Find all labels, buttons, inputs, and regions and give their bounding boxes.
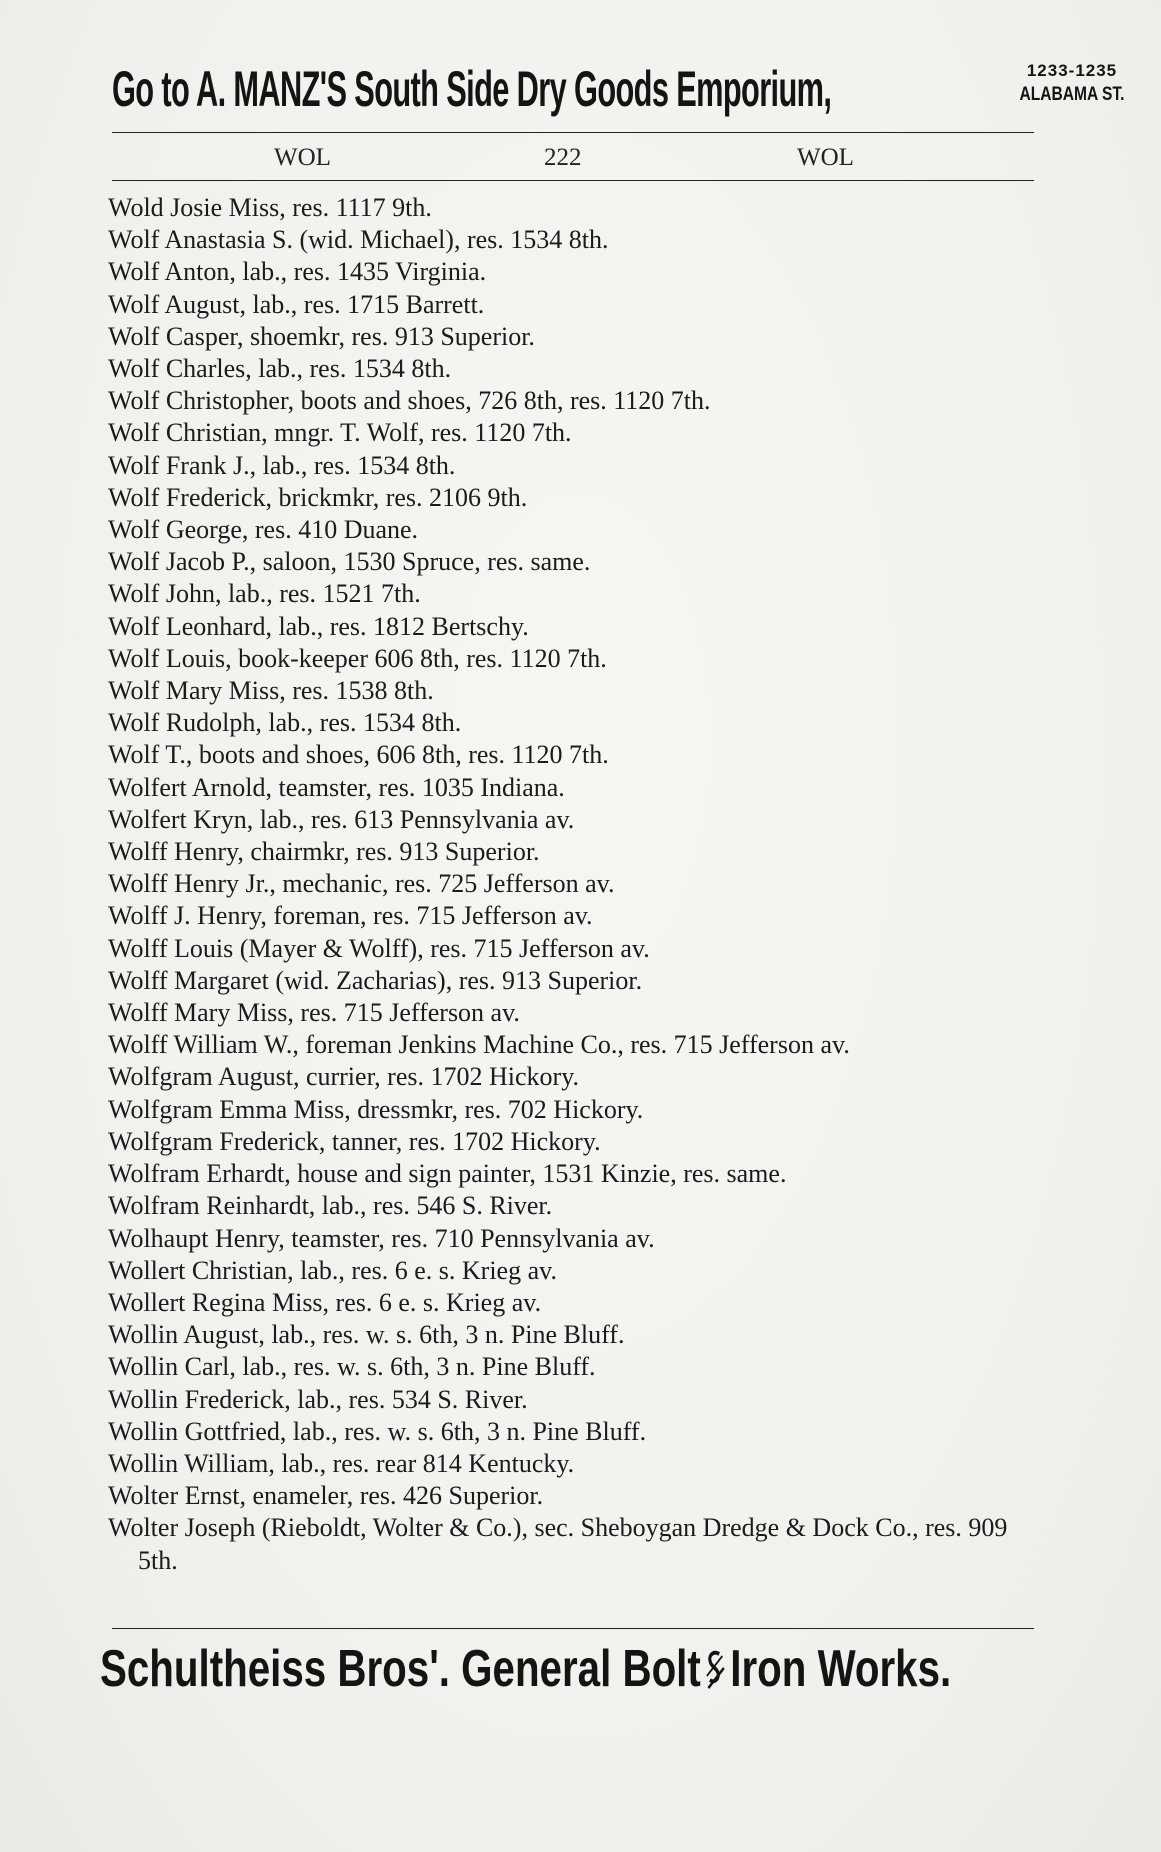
directory-entry: Wolf Louis, book-keeper 606 8th, res. 1120 7th. (108, 643, 607, 673)
directory-entry: Wolff J. Henry, foreman, res. 715 Jefferson av. (108, 901, 593, 931)
directory-entry: Wolfram Reinhardt, lab., res. 546 S. River. (108, 1191, 553, 1221)
running-head-right: WOL (797, 144, 854, 171)
bottom-advertisement (100, 1636, 1040, 1702)
directory-entry: Wolfert Kryn, lab., res. 613 Pennsylvania av. (108, 804, 575, 834)
directory-entry: Wolf Christian, mngr. T. Wolf, res. 1120 7th. (108, 418, 572, 448)
directory-entry: Wolter Joseph (Rieboldt, Wolter & Co.), sec. Sheboygan Dredge & Dock Co., res. 909 5th. (108, 1513, 1008, 1575)
header-rule-bottom (112, 180, 1034, 181)
top-advertisement (112, 58, 1125, 120)
directory-entry: Wolf Frederick, brickmkr, res. 2106 9th. (108, 482, 528, 512)
page-number: 222 (544, 144, 582, 171)
directory-entry: Wolf Jacob P., saloon, 1530 Spruce, res. same. (108, 547, 591, 577)
directory-entry: Wollin Gottfried, lab., res. w. s. 6th, 3 n. Pine Bluff. (108, 1416, 647, 1446)
directory-entry: Wolf T., boots and shoes, 606 8th, res. 1120 7th. (108, 740, 609, 770)
directory-entry: Wolf Charles, lab., res. 1534 8th. (108, 354, 452, 384)
address-street: ALABAMA ST. (1019, 84, 1125, 105)
directory-entry: Wollin Carl, lab., res. w. s. 6th, 3 n. Pine Bluff. (108, 1352, 596, 1382)
bottom-advertisement-text-before: Schultheiss Bros'. General Bolt (100, 1640, 701, 1698)
directory-entry: Wollin William, lab., res. rear 814 Kentucky. (108, 1448, 575, 1478)
directory-entry: Wolf Anton, lab., res. 1435 Virginia. (108, 257, 487, 287)
bottom-advertisement-text-after: Iron Works. (730, 1640, 952, 1698)
directory-entry: Wolf Leonhard, lab., res. 1812 Bertschy. (108, 611, 529, 641)
directory-entry: Wolfgram Frederick, tanner, res. 1702 Hickory. (108, 1126, 601, 1156)
directory-entry: Wolff Louis (Mayer & Wolff), res. 715 Jefferson av. (108, 933, 650, 963)
directory-entry: Wolff Mary Miss, res. 715 Jefferson av. (108, 998, 520, 1028)
ampersand-ornament-icon (704, 1642, 727, 1686)
directory-entry: Wollert Regina Miss, res. 6 e. s. Krieg av. (108, 1287, 542, 1317)
bottom-advertisement-text (100, 1636, 951, 1702)
directory-entry: Wolff Margaret (wid. Zacharias), res. 913 Superior. (108, 965, 643, 995)
address-number: 1233-1235 (1026, 61, 1118, 80)
directory-entry: Wolfgram August, currier, res. 1702 Hickory. (108, 1062, 580, 1092)
directory-entry: Wolf Rudolph, lab., res. 1534 8th. (108, 708, 462, 738)
footer-rule (112, 1628, 1034, 1629)
top-advertisement-address (1002, 60, 1142, 108)
directory-entry: Wolf Mary Miss, res. 1538 8th. (108, 676, 434, 706)
directory-entry: Wolfgram Emma Miss, dressmkr, res. 702 Hickory. (108, 1094, 644, 1124)
directory-entry: Wolfert Arnold, teamster, res. 1035 Indiana. (108, 772, 565, 802)
directory-entry: Wolf John, lab., res. 1521 7th. (108, 579, 421, 609)
directory-entry: Wolf Anastasia S. (wid. Michael), res. 1534 8th. (108, 225, 609, 255)
directory-entry: Wolff William W., foreman Jenkins Machine Co., res. 715 Jefferson av. (108, 1030, 850, 1060)
directory-entry: Wollert Christian, lab., res. 6 e. s. Krieg av. (108, 1255, 557, 1285)
directory-entry: Wollin Frederick, lab., res. 534 S. River. (108, 1384, 528, 1414)
directory-entry: Wolhaupt Henry, teamster, res. 710 Pennsylvania av. (108, 1223, 655, 1253)
directory-listing (108, 192, 1038, 1577)
top-advertisement-text: Go to A. MANZ'S South Side Dry Goods Emporium, (112, 61, 832, 117)
directory-entry: Wolfram Erhardt, house and sign painter, 1531 Kinzie, res. same. (108, 1159, 787, 1189)
header-rule-top (112, 132, 1034, 133)
directory-entry: Wolf Casper, shoemkr, res. 913 Superior. (108, 321, 535, 351)
directory-entry: Wolf August, lab., res. 1715 Barrett. (108, 289, 485, 319)
running-header (112, 138, 1034, 178)
directory-entry: Wollin August, lab., res. w. s. 6th, 3 n. Pine Bluff. (108, 1320, 625, 1350)
directory-entry: Wold Josie Miss, res. 1117 9th. (108, 193, 432, 222)
directory-entry: Wolf Christopher, boots and shoes, 726 8th, res. 1120 7th. (108, 386, 711, 416)
directory-entry: Wolff Henry Jr., mechanic, res. 725 Jefferson av. (108, 869, 615, 899)
directory-entry: Wolter Ernst, enameler, res. 426 Superior. (108, 1481, 544, 1511)
directory-entry: Wolf George, res. 410 Duane. (108, 515, 419, 545)
directory-entry: Wolff Henry, chairmkr, res. 913 Superior. (108, 837, 540, 867)
running-head-left: WOL (274, 144, 331, 171)
directory-entry: Wolf Frank J., lab., res. 1534 8th. (108, 450, 456, 480)
